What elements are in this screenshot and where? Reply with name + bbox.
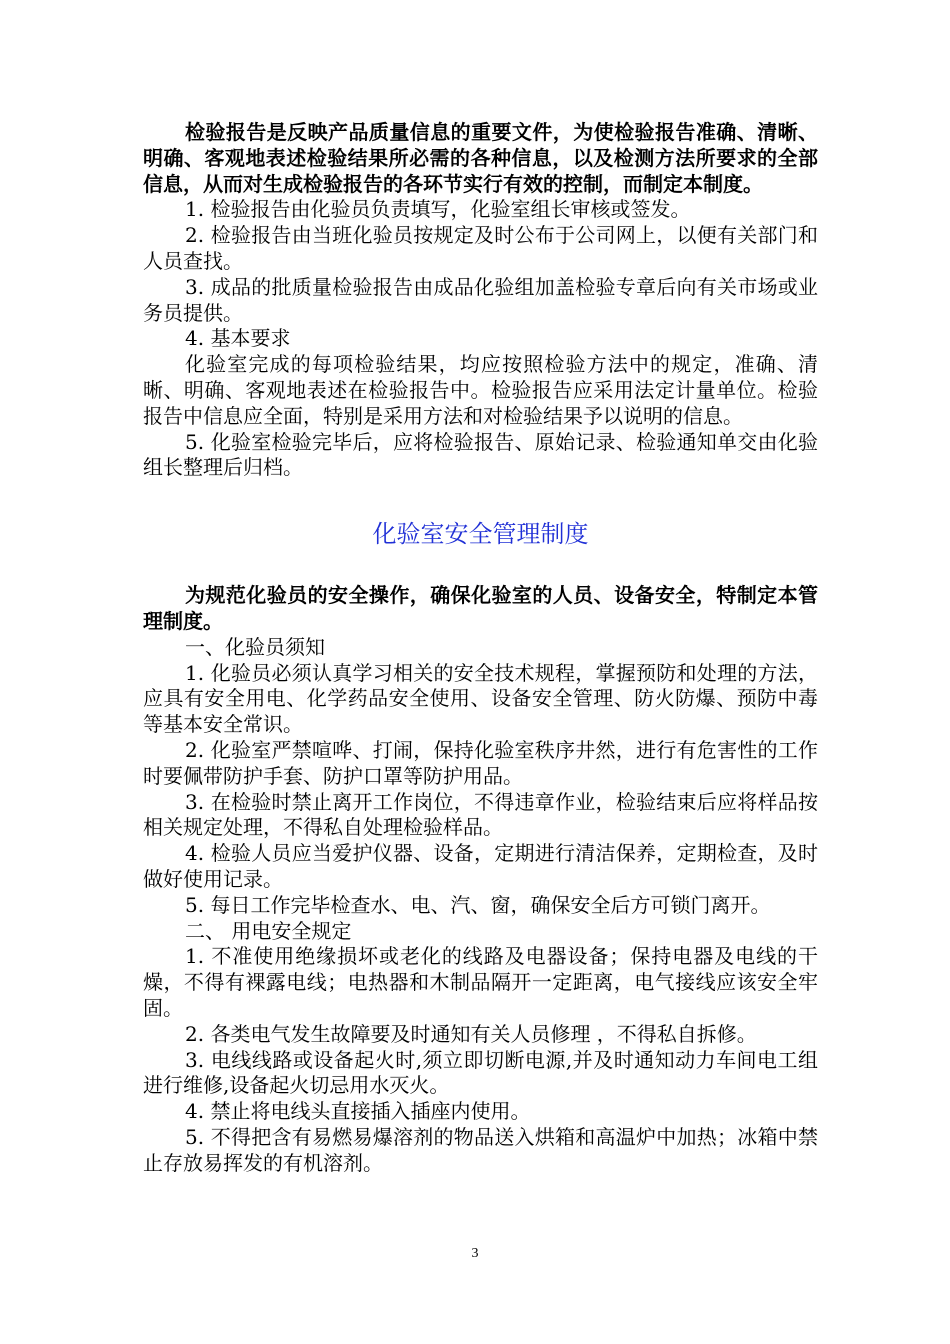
section1-item-5: 5. 化验室检验完毕后，应将检验报告、原始记录、检验通知单交由化验组长整理后归档。 xyxy=(143,429,818,480)
section2-item-1-3: 3. 在检验时禁止离开工作岗位，不得违章作业，检验结束后应将样品按相关规定处理，不得私自处理检验样品。 xyxy=(143,789,818,840)
section2-item-2-3: 3. 电线线路或设备起火时,须立即切断电源,并及时通知动力车间电工组进行维修,设备起火切忌用水灭火。 xyxy=(143,1047,818,1098)
section1-item-1: 1. 检验报告由化验员负责填写，化验室组长审核或签发。 xyxy=(185,197,691,222)
section2-item-2-4: 4. 禁止将电线头直接插入插座内使用。 xyxy=(185,1099,531,1124)
section1-item-2: 2. 检验报告由当班化验员按规定及时公布于公司网上，以便有关部门和人员查找。 xyxy=(143,223,818,273)
section2-item-1-4: 4. 检验人员应当爱护仪器、设备，定期进行清洁保养，定期检查，及时做好使用记录。 xyxy=(143,841,818,891)
section1-item-3: 3. 成品的批质量检验报告由成品化验组加盖检验专章后向有关市场或业务员提供。 xyxy=(143,274,818,325)
section2-heading-1: 一、化验员须知 xyxy=(185,634,325,659)
section2-title: 化验室安全管理制度 xyxy=(372,520,589,549)
section1-item-4: 4. 基本要求 xyxy=(185,326,291,351)
section2-item-1-5: 5. 每日工作完毕检查水、电、汽、窗，确保安全后方可锁门离开。 xyxy=(185,892,771,917)
section2-heading-2: 二、 用电安全规定 xyxy=(185,918,352,943)
section2-item-2-2: 2. 各类电气发生故障要及时通知有关人员修理 ，不得私自拆修。 xyxy=(185,1021,757,1046)
section1-item-4-body: 化验室完成的每项检验结果，均应按照检验方法中的规定，准确、清晰、明确、客观地表述在检验报告中。检验报告应采用法定计量单位。检验报告中信息应全面，特别是采用方法和对检验结果予以说明的信息。 xyxy=(143,352,818,428)
section2-item-2-1: 1. 不准使用绝缘损坏或老化的线路及电器设备；保持电器及电线的干燥，不得有裸露电线；电热器和木制品隔开一定距离，电气接线应该安全牢固。 xyxy=(143,944,818,1020)
section2-intro: 为规范化验员的安全操作，确保化验室的人员、设备安全，特制定本管理制度。 xyxy=(143,583,818,633)
section2-item-1-2: 2. 化验室严禁喧哗、打闹，保持化验室秩序井然，进行有危害性的工作时要佩带防护手套、防护口罩等防护用品。 xyxy=(143,737,818,788)
section2-item-1-1: 1. 化验员必须认真学习相关的安全技术规程，掌握预防和处理的方法，应具有安全用电、化学药品安全使用、设备安全管理、防火防爆、预防中毒等基本安全常识。 xyxy=(143,660,818,737)
section1-intro: 检验报告是反映产品质量信息的重要文件，为使检验报告准确、清晰、明确、客观地表述检验结果所必需的各种信息，以及检测方法所要求的全部信息，从而对生成检验报告的各环节实行有效的控制，而制定本制度。 xyxy=(143,120,818,196)
section2-item-2-5: 5. 不得把含有易燃易爆溶剂的物品送入烘箱和高温炉中加热；冰箱中禁止存放易挥发的有机溶剂。 xyxy=(143,1124,818,1175)
page-number: 3 xyxy=(471,1246,479,1261)
